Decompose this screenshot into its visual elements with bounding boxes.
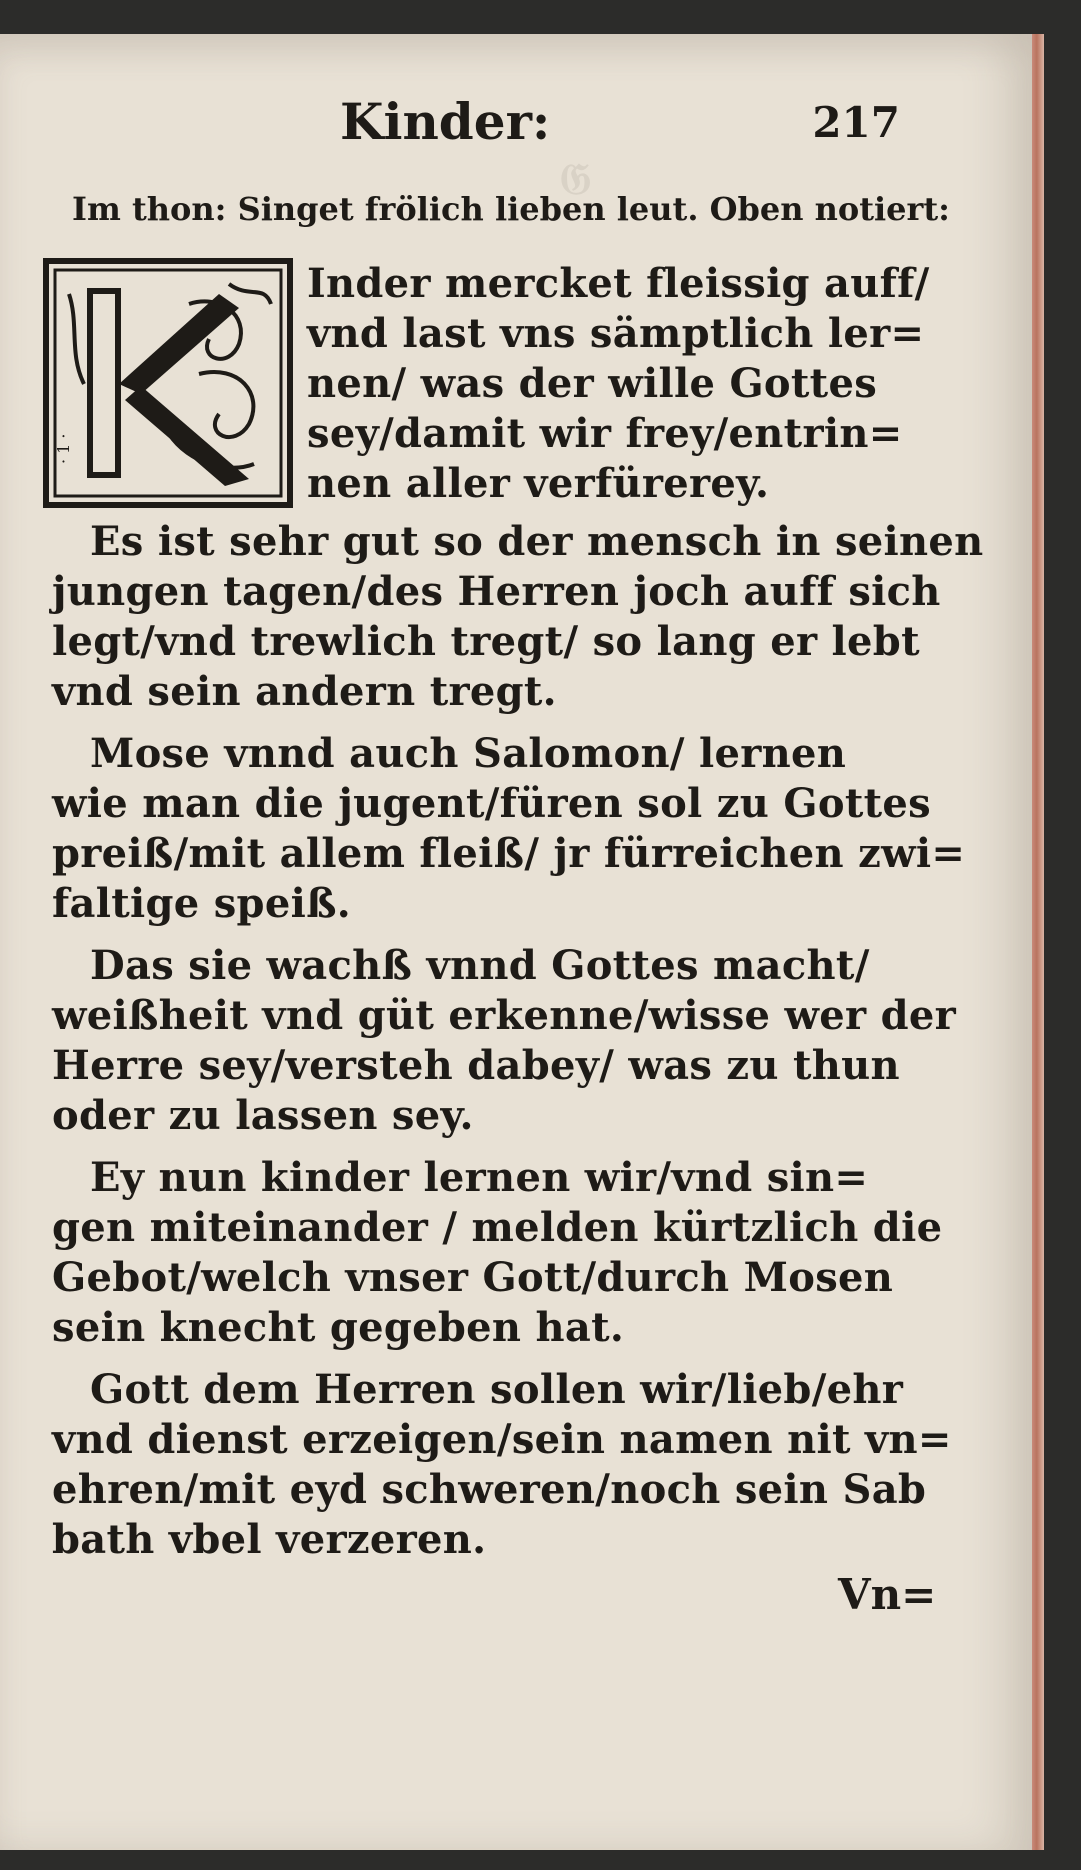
text-line: ehren/mit eyd schweren/noch sein Sab	[52, 1466, 927, 1513]
text-line: faltige speiß.	[52, 880, 351, 927]
text-line: Gebot/welch vnser Gott/durch Mosen	[52, 1254, 894, 1301]
text-line: sein knecht gegeben hat.	[52, 1304, 625, 1351]
tune-indication: Im thon: Singet frölich lieben leut. Oben notiert:	[72, 190, 950, 228]
text-line: Ey nun kinder lernen wir/vnd sin=	[90, 1154, 869, 1201]
text-line: vnd last vns sämptlich ler=	[307, 310, 925, 357]
text-line: Das sie wachß vnnd Gottes macht/	[90, 942, 870, 989]
text-line: vnd sein andern tregt.	[52, 668, 557, 715]
text-line: Mose vnnd auch Salomon/ lernen	[90, 730, 847, 777]
text-line: gen miteinander / melden kürtzlich die	[52, 1204, 943, 1251]
page-edge-red	[1032, 34, 1044, 1850]
catchword: Vn=	[838, 1570, 937, 1619]
page-number: 217	[812, 98, 900, 147]
initial-letter	[87, 288, 249, 486]
text-line: preiß/mit allem fleiß/ jr fürreichen zwi=	[52, 830, 966, 877]
show-through: 𝔊	[560, 154, 592, 205]
decorated-initial	[43, 258, 293, 508]
text-line: weißheit vnd güt erkenne/wisse wer der	[52, 992, 956, 1039]
page-header	[340, 92, 900, 162]
text-line: sey/damit wir frey/entrin=	[307, 410, 903, 457]
text-line: vnd dienst erzeigen/sein namen nit vn=	[52, 1416, 952, 1463]
woodcut-initial-icon	[49, 264, 287, 502]
running-title: Kinder:	[340, 92, 551, 151]
text-line: nen aller verfürerey.	[307, 460, 770, 507]
svg-text:· 1 ·: · 1 ·	[54, 433, 73, 464]
text-line: Es ist sehr gut so der mensch in seinen	[90, 518, 984, 565]
text-line: Inder mercket fleissig auff/	[307, 260, 930, 307]
text-line: bath vbel verzeren.	[52, 1516, 487, 1563]
text-line: jungen tagen/des Herren joch auff sich	[52, 568, 941, 615]
text-line: oder zu lassen sey.	[52, 1092, 474, 1139]
text-line: nen/ was der wille Gottes	[307, 360, 878, 407]
text-line: wie man die jugent/füren sol zu Gottes	[52, 780, 931, 827]
text-line: legt/vnd trewlich tregt/ so lang er lebt	[52, 618, 920, 665]
text-line: Herre sey/versteh dabey/ was zu thun	[52, 1042, 900, 1089]
text-line: Gott dem Herren sollen wir/lieb/ehr	[90, 1366, 904, 1413]
